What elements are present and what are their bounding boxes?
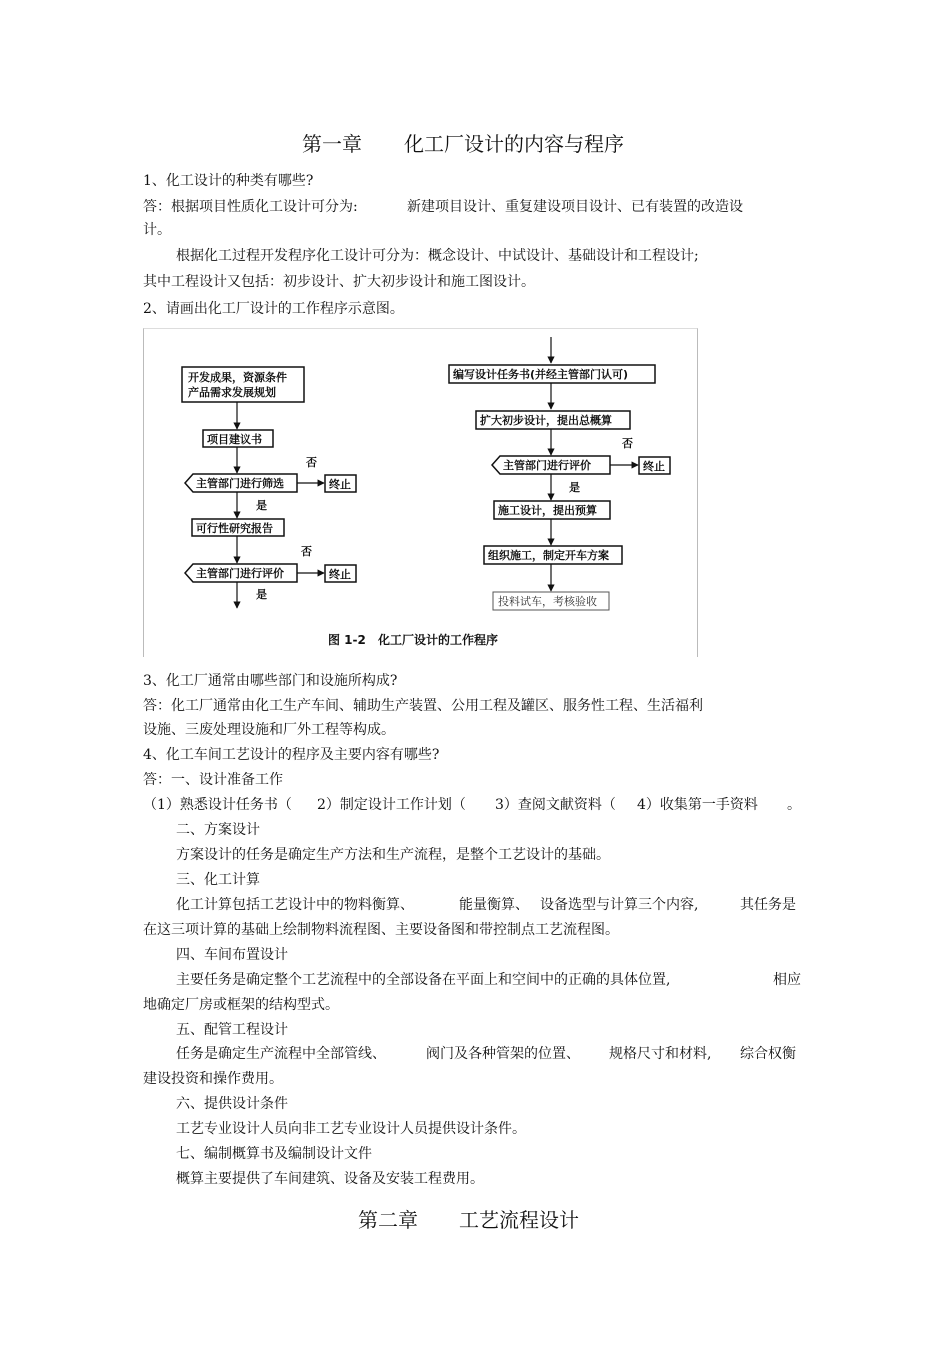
chapter-2-title: 工艺流程设计 [459, 1208, 579, 1232]
section-3-body-a1: 化工计算包括工艺设计中的物料衡算、 [176, 897, 414, 913]
box-expanded-design-label: 扩大初步设计，提出总概算 [480, 414, 612, 427]
chapter-title: 化工厂设计的内容与程序 [404, 132, 624, 156]
section-1-item-2: 2）制定设计工作计划（ [317, 797, 466, 813]
section-6-heading: 六、提供设计条件 [176, 1096, 288, 1112]
box-construction-design-label: 施工设计，提出预算 [498, 504, 597, 517]
section-6-body: 工艺专业设计人员向非工艺专业设计人员提供设计条件。 [176, 1121, 526, 1137]
answer-1-line-c: 计。 [143, 222, 171, 238]
no-label-1: 否 [306, 456, 317, 469]
question-2: 2、请画出化工厂设计的工作程序示意图。 [143, 301, 404, 317]
section-1-item-4: 4）收集第一手资料 [637, 797, 758, 813]
section-1-item-3: 3）查阅文献资料（ [495, 797, 616, 813]
box-stop-2-label: 终止 [329, 568, 351, 581]
box-organize-construction-label: 组织施工，制定开车方案 [488, 549, 609, 562]
section-4-body-a1: 主要任务是确定整个工艺流程中的全部设备在平面上和空间中的正确的具体位置, [176, 972, 671, 988]
answer-3-line-b: 设施、三废处理设施和厂外工程等构成。 [143, 722, 395, 738]
box-proposal-label: 项目建议书 [207, 433, 262, 446]
section-4-heading: 四、车间布置设计 [176, 947, 288, 963]
flowchart-figure [143, 328, 698, 657]
question-3: 3、化工厂通常由哪些部门和设施所构成? [143, 673, 398, 689]
section-7-heading: 七、编制概算书及编制设计文件 [176, 1146, 372, 1162]
yes-label-3: 是 [569, 481, 580, 494]
flowchart-svg [144, 329, 697, 657]
section-1-item-1: （1）熟悉设计任务书（ [143, 797, 292, 813]
box-stop-1-label: 终止 [329, 478, 351, 491]
answer-3-line-a: 答：化工厂通常由化工生产车间、辅助生产装置、公用工程及罐区、服务性工程、生活福利 [143, 698, 703, 714]
question-1: 1、化工设计的种类有哪些? [143, 173, 314, 189]
answer-1-line-d: 根据化工过程开发程序化工设计可分为：概念设计、中试设计、基础设计和工程设计; [176, 248, 699, 264]
section-5-body-a4: 综合权衡 [740, 1046, 796, 1062]
decision-evaluate-right-label: 主管部门进行评价 [503, 459, 591, 472]
section-5-body-a1: 任务是确定生产流程中全部管线、 [176, 1046, 386, 1062]
yes-label-1: 是 [256, 499, 267, 512]
no-label-2: 否 [301, 545, 312, 558]
answer-1-line-a: 答：根据项目性质化工设计可分为: [143, 199, 358, 215]
question-4: 4、化工车间工艺设计的程序及主要内容有哪些? [143, 747, 440, 763]
answer-1-line-b: 新建项目设计、重复建设项目设计、已有装置的改造设 [407, 199, 743, 215]
section-1-heading: 答：一、设计准备工作 [143, 772, 283, 788]
figure-caption-title: 化工厂设计的工作程序 [378, 633, 499, 647]
box-stop-3-label: 终止 [643, 460, 665, 473]
chapter-number: 第一章 [302, 132, 362, 156]
section-3-heading: 三、化工计算 [176, 872, 260, 888]
section-4-body-b: 地确定厂房或框架的结构型式。 [143, 997, 339, 1013]
section-5-body-b: 建设投资和操作费用。 [143, 1071, 283, 1087]
no-label-3: 否 [622, 437, 633, 450]
decision-evaluate-left-label: 主管部门进行评价 [196, 567, 284, 580]
box-inputs-line2: 产品需求发展规划 [188, 386, 276, 399]
box-trial-run-label: 投料试车，考核验收 [498, 595, 597, 608]
section-2-heading: 二、方案设计 [176, 822, 260, 838]
section-3-body-b: 在这三项计算的基础上绘制物料流程图、主要设备图和带控制点工艺流程图。 [143, 922, 619, 938]
decision-screen-label: 主管部门进行筛选 [196, 477, 284, 490]
section-3-body-a4: 其任务是 [740, 897, 796, 913]
yes-label-2: 是 [256, 588, 267, 601]
section-7-body: 概算主要提供了车间建筑、设备及安装工程费用。 [176, 1171, 484, 1187]
box-feasibility-label: 可行性研究报告 [196, 522, 273, 535]
box-task-book-label: 编写设计任务书(并经主管部门认可) [453, 368, 629, 381]
section-1-item-end: 。 [787, 797, 801, 813]
figure-caption-number: 图 1-2 [328, 633, 366, 647]
section-5-body-a2: 阀门及各种管架的位置、 [426, 1046, 580, 1062]
section-3-body-a2: 能量衡算、 [459, 897, 529, 913]
box-inputs-line1: 开发成果，资源条件 [188, 371, 287, 384]
answer-1-line-e: 其中工程设计又包括：初步设计、扩大初步设计和施工图设计。 [143, 274, 535, 290]
chapter-2-number: 第二章 [358, 1208, 418, 1232]
section-5-body-a3: 规格尺寸和材料, [609, 1046, 712, 1062]
section-3-body-a3: 设备选型与计算三个内容, [540, 897, 699, 913]
section-2-body: 方案设计的任务是确定生产方法和生产流程，是整个工艺设计的基础。 [176, 847, 610, 863]
section-5-heading: 五、配管工程设计 [176, 1022, 288, 1038]
section-4-body-a2: 相应 [773, 972, 801, 988]
